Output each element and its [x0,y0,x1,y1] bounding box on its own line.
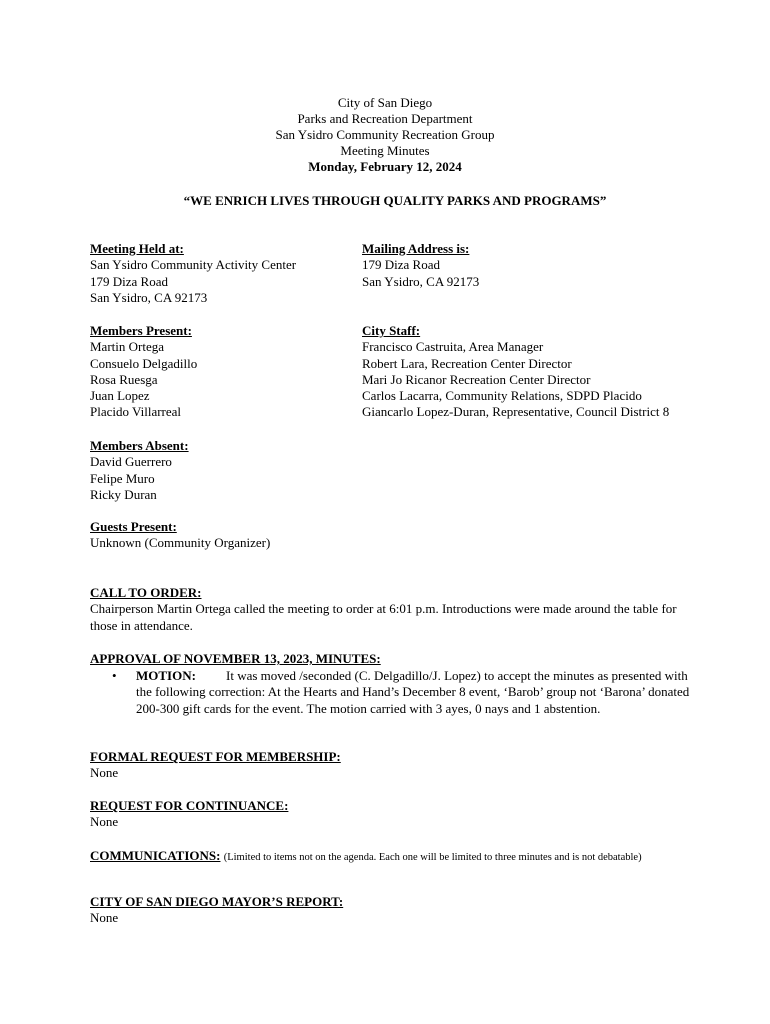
formal-request-text: None [90,765,119,781]
member-name: Consuelo Delgadillo [90,355,198,371]
mayor-report-heading: CITY OF SAN DIEGO MAYOR’S REPORT: [90,894,344,909]
guest-name: Unknown (Community Organizer) [90,535,271,551]
mailing-address-line: San Ysidro, CA 92173 [362,273,480,289]
motion-label: MOTION: [136,668,196,683]
motion-body [136,668,706,717]
members-absent-heading: Members Absent: [90,438,189,453]
bullet-icon: • [112,668,117,683]
meeting-held-section [90,241,296,306]
guests-present-heading: Guests Present: [90,519,177,534]
header-doc-type: Meeting Minutes [340,143,430,158]
communications-note: (Limited to items not on the agenda. Each one will be limited to three minutes and is not debatable) [223,852,642,863]
call-to-order-heading: CALL TO ORDER: [90,585,202,600]
city-staff-heading: City Staff: [362,323,421,338]
document-header [0,95,770,175]
staff-name: Robert Lara, Recreation Center Director [362,355,572,371]
call-to-order-text: Chairperson Martin Ortega called the meeting to order at 6:01 p.m. Introductions were made around the table for those in attendance. [90,601,677,633]
staff-name: Francisco Castruita, Area Manager [362,339,544,355]
mayor-report-text: None [90,910,119,926]
continuance-section [90,798,288,831]
header-group: San Ysidro Community Recreation Group [275,127,495,142]
motto: “WE ENRICH LIVES THROUGH QUALITY PARKS AND PROGRAMS” [183,193,607,208]
meeting-held-line: San Ysidro, CA 92173 [90,289,208,305]
absent-member-name: David Guerrero [90,454,172,470]
staff-name: Carlos Lacarra, Community Relations, SDPD Placido [362,388,642,404]
header-date: Monday, February 12, 2024 [308,159,462,174]
motion-text: It was moved /seconded (C. Delgadillo/J. Lopez) to accept the minutes as presented with the following correction: At the Hearts and Hand’s December 8 event, ‘Barob’ group not ‘Barona’ donated 200-300 gift cards for the event. The motion carried with 3 ayes, 0 nays and 1 abstention. [136,668,690,716]
approval-section [90,651,381,667]
communications-heading: COMMUNICATIONS: [90,848,221,863]
mailing-address-line: 179 Diza Road [362,257,440,273]
call-to-order-section [90,585,685,634]
city-staff-section [362,323,669,421]
mailing-address-section [362,241,479,290]
staff-name: Giancarlo Lopez-Duran, Representative, Council District 8 [362,404,670,420]
mailing-address-heading: Mailing Address is: [362,241,470,256]
continuance-heading: REQUEST FOR CONTINUANCE: [90,798,289,813]
formal-request-section [90,749,341,782]
member-name: Placido Villarreal [90,404,182,420]
mayor-report-section [90,894,343,927]
member-name: Juan Lopez [90,388,150,404]
communications-section [90,848,642,866]
members-present-heading: Members Present: [90,323,192,338]
header-city: City of San Diego [337,95,433,110]
member-name: Rosa Ruesga [90,371,158,387]
absent-member-name: Ricky Duran [90,486,157,502]
meeting-held-line: San Ysidro Community Activity Center [90,257,297,273]
header-department: Parks and Recreation Department [297,111,473,126]
continuance-text: None [90,814,119,830]
formal-request-heading: FORMAL REQUEST FOR MEMBERSHIP: [90,749,341,764]
guests-present-section [90,519,270,552]
staff-name: Mari Jo Ricanor Recreation Center Director [362,371,591,387]
meeting-held-line: 179 Diza Road [90,273,168,289]
approval-heading: APPROVAL OF NOVEMBER 13, 2023, MINUTES: [90,651,381,666]
meeting-held-heading: Meeting Held at: [90,241,184,256]
members-present-section [90,323,197,421]
member-name: Martin Ortega [90,339,165,355]
members-absent-section [90,438,189,503]
absent-member-name: Felipe Muro [90,470,155,486]
